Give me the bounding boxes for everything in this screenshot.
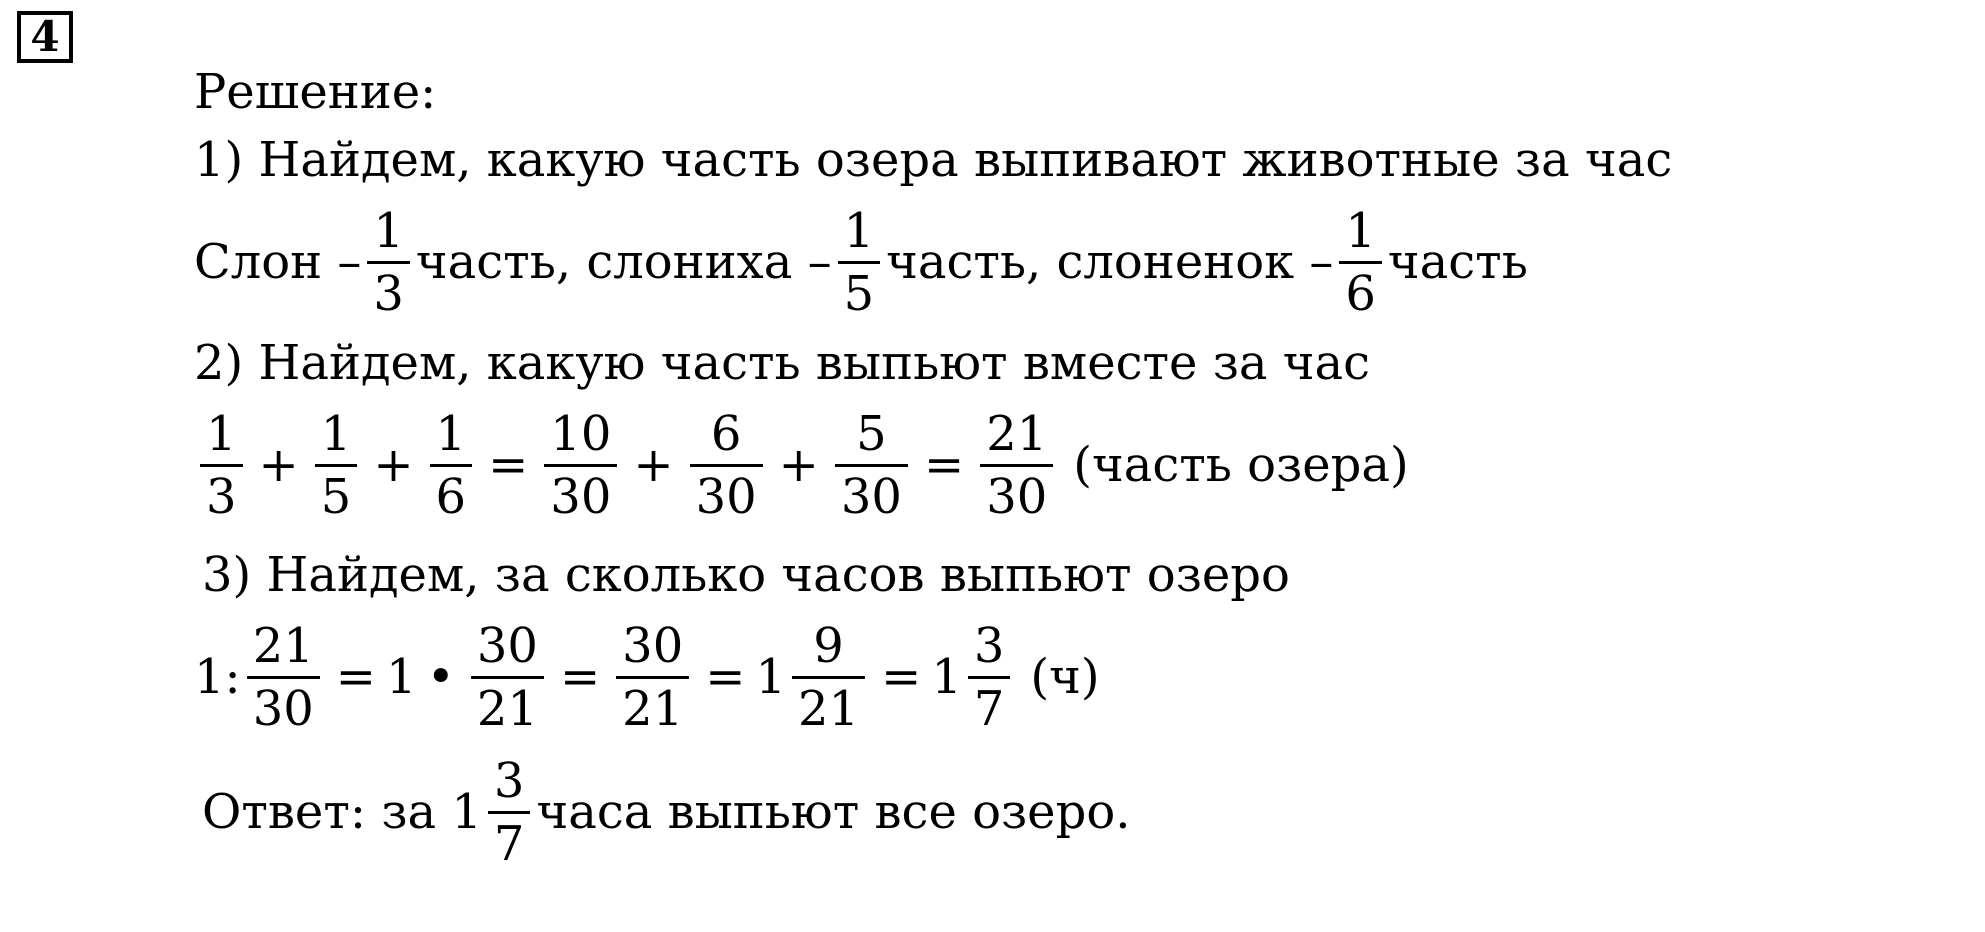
answer-line [202, 752, 1130, 872]
fraction [835, 405, 908, 525]
fraction [315, 405, 358, 525]
denominator: 7 [488, 811, 531, 868]
numerator: 30 [476, 617, 538, 674]
denominator: 5 [838, 261, 881, 318]
equals-sign: = [705, 649, 746, 705]
numerator: 1 [435, 405, 467, 462]
numerator: 6 [710, 405, 742, 462]
denominator: 21 [471, 676, 544, 733]
answer-suffix: часа выпьют все озеро. [536, 784, 1131, 840]
step1-text: 1) Найдем, какую часть озера выпивают животные за час [194, 132, 1673, 188]
step3-text: 3) Найдем, за сколько часов выпьют озеро [202, 547, 1290, 603]
numerator: 30 [622, 617, 684, 674]
denominator: 30 [980, 464, 1053, 521]
animals-line [194, 202, 1528, 322]
equals-sign: = [923, 437, 965, 493]
plus-sign: + [373, 437, 414, 493]
denominator: 3 [200, 464, 243, 521]
fraction [968, 617, 1011, 737]
unit-label: (часть озера) [1073, 437, 1409, 493]
one: 1 [386, 649, 417, 705]
step2-text: 2) Найдем, какую часть выпьют вместе за час [194, 335, 1370, 391]
denominator: 30 [690, 464, 763, 521]
solution-heading: Решение: [194, 64, 437, 120]
numerator: 21 [252, 617, 314, 674]
denominator: 30 [247, 676, 320, 733]
unit-label: (ч) [1030, 649, 1100, 705]
numerator: 9 [813, 617, 844, 674]
fraction [200, 405, 243, 525]
fraction [471, 617, 544, 737]
slonenok-suffix: часть [1387, 234, 1528, 290]
answer-prefix: Ответ: за 1 [202, 784, 482, 840]
fraction-slon [367, 202, 410, 322]
numerator: 10 [550, 405, 612, 462]
fraction [980, 405, 1053, 525]
denominator: 30 [544, 464, 617, 521]
slon-label: Слон – [194, 234, 362, 290]
numerator: 1 [1345, 202, 1376, 259]
numerator: 1 [206, 405, 237, 462]
plus-sign: + [258, 437, 299, 493]
step2-equation [194, 405, 1409, 525]
mixed-whole: 1 [931, 649, 962, 705]
equals-sign: = [881, 649, 922, 705]
fraction [247, 617, 320, 737]
numerator: 3 [973, 617, 1005, 674]
task-number: 4 [30, 12, 60, 61]
numerator: 21 [986, 405, 1048, 462]
denominator: 6 [430, 464, 473, 521]
fraction-slonikha [838, 202, 881, 322]
numerator: 3 [493, 752, 525, 809]
numerator: 1 [373, 202, 404, 259]
equals-sign: = [335, 649, 377, 705]
mixed-whole: 1 [755, 649, 787, 705]
lead: 1: [194, 649, 241, 705]
numerator: 5 [856, 405, 887, 462]
fraction [488, 752, 531, 872]
fraction-slonenok [1339, 202, 1382, 322]
plus-sign: + [778, 437, 819, 493]
fraction [544, 405, 617, 525]
denominator: 21 [792, 676, 865, 733]
denominator: 30 [835, 464, 908, 521]
equals-sign: = [488, 437, 529, 493]
denominator: 3 [367, 261, 410, 318]
denominator: 21 [616, 676, 689, 733]
plus-sign: + [633, 437, 674, 493]
denominator: 7 [968, 676, 1011, 733]
denominator: 6 [1339, 261, 1382, 318]
denominator: 5 [315, 464, 358, 521]
multiply-dot: • [426, 649, 455, 705]
slon-suffix: часть, слониха – [415, 234, 832, 290]
equals-sign: = [559, 649, 601, 705]
fraction [616, 617, 689, 737]
task-number-box [17, 11, 73, 63]
slonikha-suffix: часть, слоненок – [886, 234, 1334, 290]
fraction [690, 405, 763, 525]
fraction [792, 617, 865, 737]
fraction [430, 405, 473, 525]
step3-equation [194, 617, 1100, 737]
numerator: 1 [843, 202, 875, 259]
numerator: 1 [320, 405, 352, 462]
